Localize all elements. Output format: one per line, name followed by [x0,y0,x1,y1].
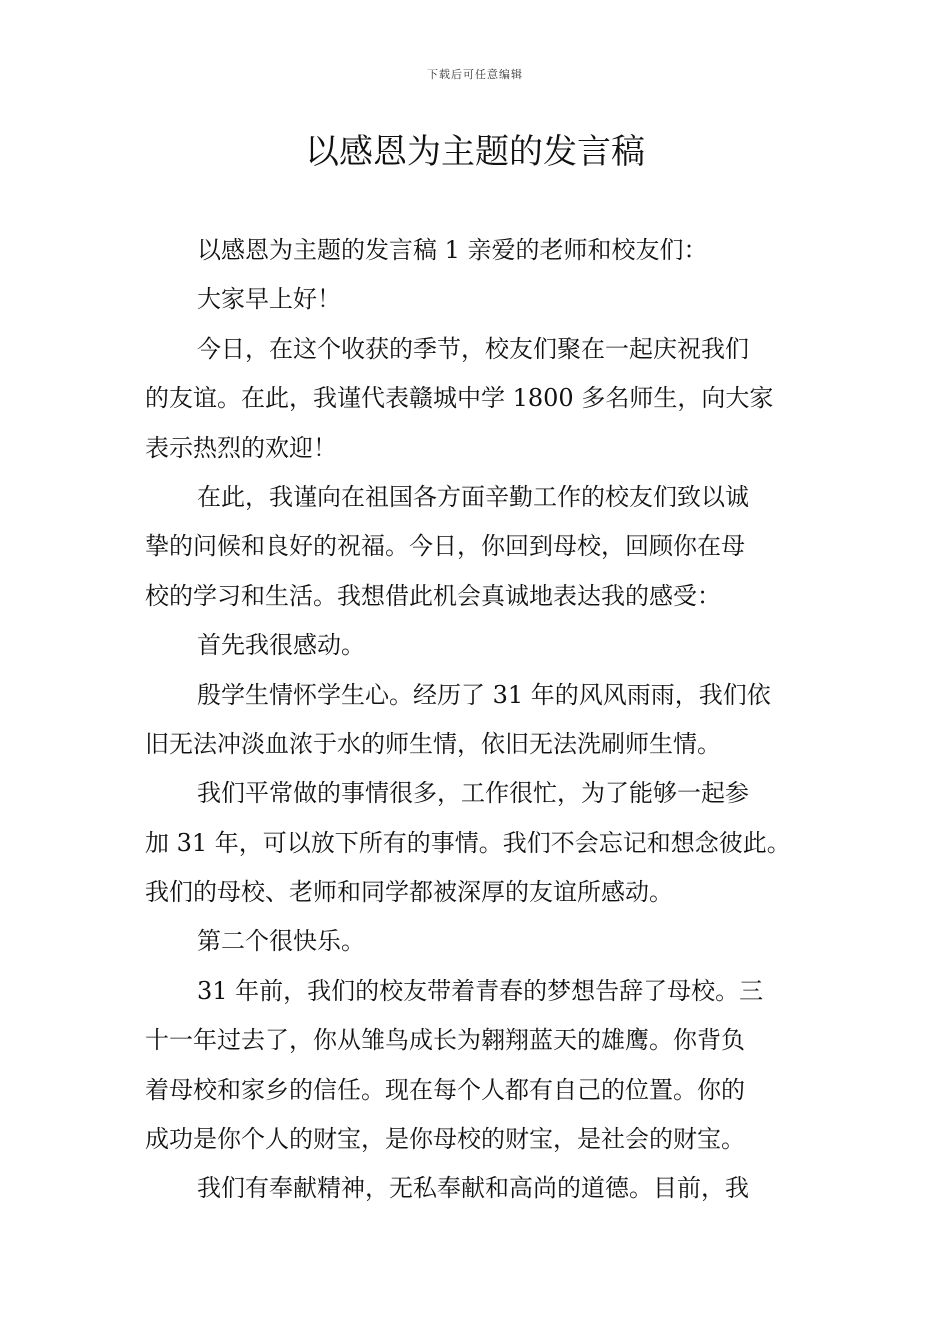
text-line: 首先我很感动。 [197,631,365,660]
document-title: 以感恩为主题的发言稿 [305,132,645,172]
text-line: 成功是你个人的财宝，是你母校的财宝，是社会的财宝。 [145,1125,745,1154]
text-line: 我们的母校、老师和同学都被深厚的友谊所感动。 [145,878,673,907]
text-line: 我们平常做的事情很多，工作很忙，为了能够一起参 [197,779,749,808]
text-line: 挚的问候和良好的祝福。今日，你回到母校，回顾你在母 [145,532,745,561]
text-line: 我们有奉献精神，无私奉献和高尚的道德。目前，我 [197,1174,749,1203]
text-line: 31 年前，我们的校友带着青春的梦想告辞了母校。三 [197,976,764,1005]
text-line: 今日，在这个收获的季节，校友们聚在一起庆祝我们 [197,334,749,363]
text-line: 第二个很快乐。 [197,927,365,956]
text-line: 殷学生情怀学生心。经历了 31 年的风风雨雨，我们依 [197,680,771,709]
header-note: 下载后可任意编辑 [427,68,523,81]
text-line: 大家早上好！ [197,285,341,314]
text-line: 的友谊。在此，我谨代表赣城中学 1800 多名师生，向大家 [145,384,774,413]
text-line: 表示热烈的欢迎！ [145,433,337,462]
text-line: 着母校和家乡的信任。现在每个人都有自己的位置。你的 [145,1075,745,1104]
document-body [145,226,835,1214]
text-line: 以感恩为主题的发言稿 1 亲爱的老师和校友们： [197,236,708,264]
text-line: 加 31 年，可以放下所有的事情。我们不会忘记和想念彼此。 [145,828,791,857]
text-line: 旧无法冲淡血浓于水的师生情，依旧无法洗刷师生情。 [145,729,721,758]
text-line: 在此，我谨向在祖国各方面辛勤工作的校友们致以诚 [197,482,749,511]
text-line: 十一年过去了，你从雏鸟成长为翱翔蓝天的雄鹰。你背负 [145,1026,745,1055]
text-line: 校的学习和生活。我想借此机会真诚地表达我的感受： [145,581,721,610]
